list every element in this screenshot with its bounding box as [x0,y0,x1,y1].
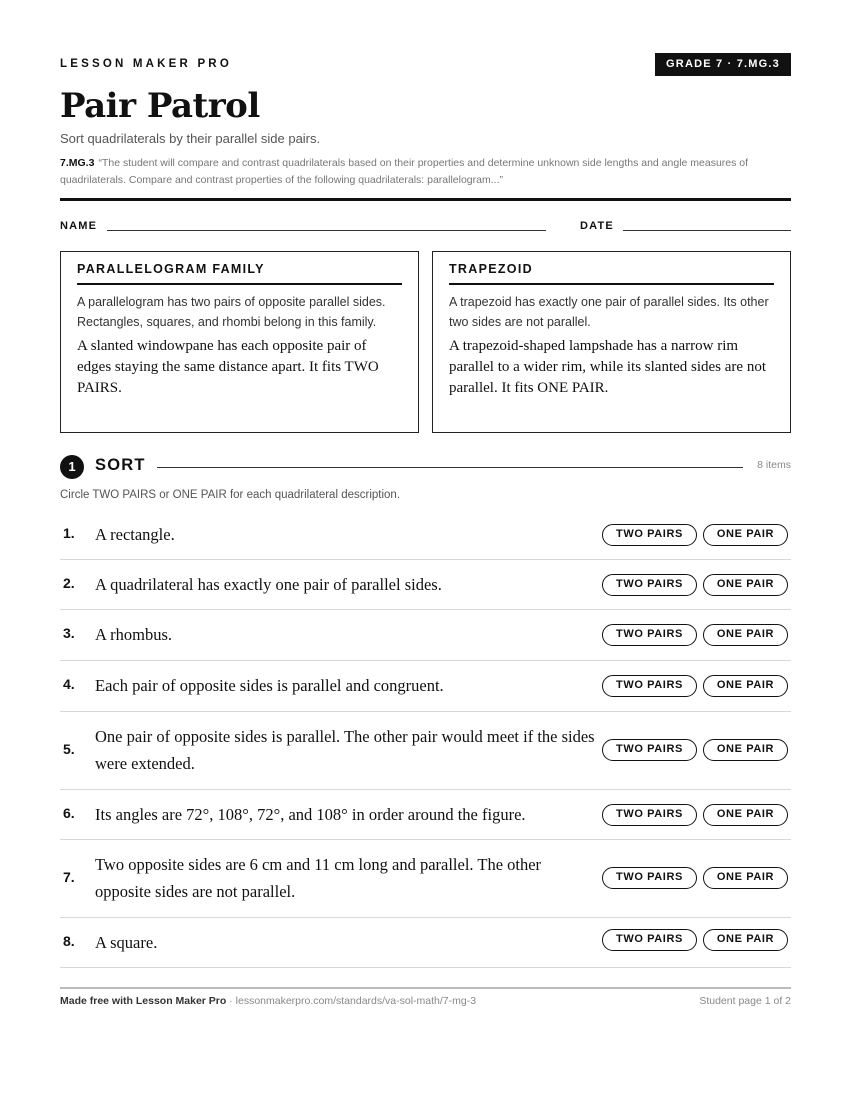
made-with-text: Made free with Lesson Maker Pro [60,995,227,1007]
answer-choices [602,739,788,761]
date-field[interactable] [623,230,791,231]
question-row [60,840,791,918]
name-label: NAME [60,220,98,232]
section-title: SORT [95,456,146,474]
footer-url[interactable]: · lessonmakerpro.com/standards/va-sol-math/7-mg-3 [226,995,477,1007]
question-number: 3. [63,625,75,641]
footer-divider [60,987,791,989]
one-pair-choice[interactable]: ONE PAIR [703,524,788,546]
card-example: A slanted windowpane has each opposite pair of edges staying the same distance apart. It fits TWO PAIRS. [77,338,379,396]
question-text: A square. [95,933,158,952]
question-number: 8. [63,933,75,949]
question-text: Each pair of opposite sides is parallel and congruent. [95,676,444,695]
question-row [60,560,791,610]
two-pairs-choice[interactable]: TWO PAIRS [602,929,697,951]
section-header [60,455,791,479]
page-indicator: Student page 1 of 2 [699,995,791,1007]
question-text: Its angles are 72°, 108°, 72°, and 108° in order around the figure. [95,805,526,824]
answer-choices [602,574,788,596]
header-divider [60,198,791,201]
name-field[interactable] [107,230,546,231]
question-text: A rectangle. [95,525,175,544]
question-text: Two opposite sides are 6 cm and 11 cm long and parallel. The other opposite sides are not parallel. [95,855,542,901]
question-row [60,610,791,661]
two-pairs-choice[interactable]: TWO PAIRS [602,624,697,646]
two-pairs-choice[interactable]: TWO PAIRS [602,574,697,596]
card-heading: TRAPEZOID [449,262,774,285]
section-instructions: Circle TWO PAIRS or ONE PAIR for each quadrilateral description. [60,489,401,501]
two-pairs-choice[interactable]: TWO PAIRS [602,867,697,889]
two-pairs-choice[interactable]: TWO PAIRS [602,804,697,826]
one-pair-choice[interactable]: ONE PAIR [703,574,788,596]
question-row [60,790,791,840]
question-number: 1. [63,525,75,541]
question-row [60,661,791,712]
name-date-row [60,219,791,235]
two-pairs-choice[interactable]: TWO PAIRS [602,524,697,546]
footer-credit [60,995,476,1007]
question-row [60,510,791,560]
question-number: 2. [63,575,75,591]
section-rule [157,467,743,468]
answer-choices [602,804,788,826]
question-text: A quadrilateral has exactly one pair of parallel sides. [95,575,442,594]
question-number: 6. [63,805,75,821]
standard-text: “The student will compare and contrast quadrilaterals based on their properties and determine unknown side lengths and angle measures of quadrilaterals. Compare and contrast properties of the following quadrilaterals: parallelogram...” [60,157,749,186]
one-pair-choice[interactable]: ONE PAIR [703,867,788,889]
question-row [60,712,791,790]
answer-choices [602,675,788,697]
answer-choices [602,524,788,546]
brand-name: LESSON MAKER PRO [60,58,232,70]
page-title: Pair Patrol [60,86,260,126]
question-text: A rhombus. [95,625,173,644]
grade-badge: GRADE 7 · 7.MG.3 [655,53,791,76]
answer-choices [602,867,788,889]
two-pairs-choice[interactable]: TWO PAIRS [602,675,697,697]
standard-code: 7.MG.3 [60,157,95,169]
question-number: 7. [63,869,75,885]
one-pair-choice[interactable]: ONE PAIR [703,929,788,951]
question-row [60,918,791,968]
page-subtitle: Sort quadrilaterals by their parallel side pairs. [60,131,321,146]
card-heading: PARALLELOGRAM FAMILY [77,262,402,285]
card-definition: A trapezoid has exactly one pair of parallel sides. Its other two sides are not parallel. [449,295,769,329]
section-number-badge: 1 [60,455,84,479]
one-pair-choice[interactable]: ONE PAIR [703,624,788,646]
one-pair-choice[interactable]: ONE PAIR [703,675,788,697]
card-definition: A parallelogram has two pairs of opposite parallel sides. Rectangles, squares, and rhombi belong in this family. [77,295,386,329]
date-label: DATE [580,220,614,232]
question-number: 4. [63,676,75,692]
question-number: 5. [63,741,75,757]
one-pair-choice[interactable]: ONE PAIR [703,739,788,761]
answer-choices [602,624,788,646]
item-count: 8 items [757,459,791,471]
standard-description [60,155,791,189]
trapezoid-card [432,251,791,433]
answer-choices [602,929,788,951]
question-text: One pair of opposite sides is parallel. The other pair would meet if the sides were extended. [95,727,595,773]
card-example: A trapezoid-shaped lampshade has a narrow rim parallel to a wider rim, while its slanted sides are not parallel. It fits ONE PAIR. [449,338,766,396]
one-pair-choice[interactable]: ONE PAIR [703,804,788,826]
two-pairs-choice[interactable]: TWO PAIRS [602,739,697,761]
parallelogram-card [60,251,419,433]
